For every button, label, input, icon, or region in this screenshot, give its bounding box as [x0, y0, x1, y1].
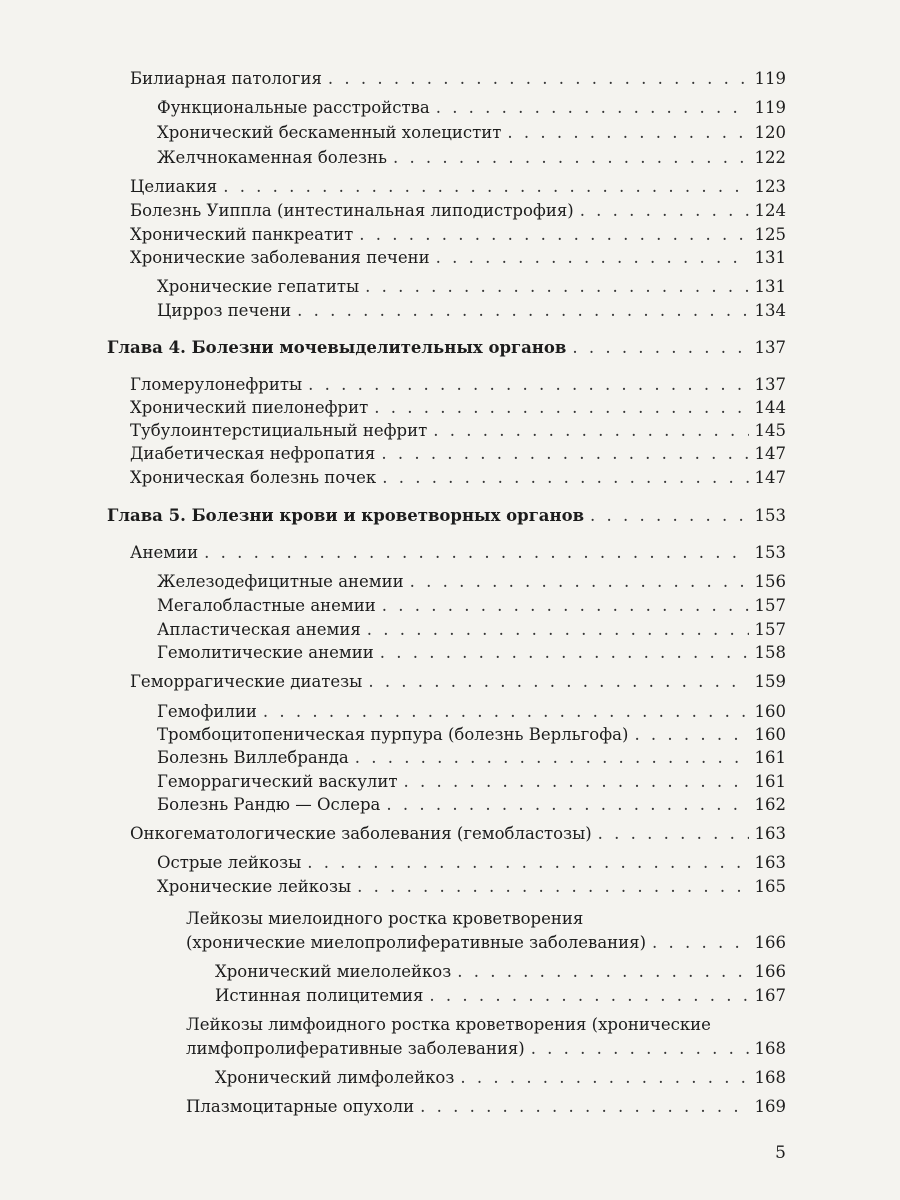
toc-entry-page: 134: [754, 301, 786, 320]
toc-chapter-title: Глава 5. Болезни крови и кроветворных органов: [107, 506, 585, 525]
toc-entry-megaloblastic-anemia: [157, 595, 786, 617]
page-number: 5: [775, 1143, 786, 1163]
toc-entry-page: 157: [754, 596, 786, 615]
dot-leader: [386, 794, 748, 816]
toc-entry-page: 165: [754, 877, 786, 896]
toc-entry-page: 166: [754, 933, 786, 952]
toc-entry-title: Тромбоцитопеническая пурпура (болезнь Верльгофа): [157, 725, 629, 744]
toc-entry-hemorrhagic-diathesis: [130, 671, 786, 693]
toc-entry-title: Гломерулонефриты: [130, 375, 303, 394]
dot-leader: [393, 147, 749, 169]
toc-entry-page: 131: [754, 248, 786, 267]
toc-entry-page: 159: [754, 672, 786, 691]
toc-entry-page: 124: [754, 201, 786, 220]
toc-entry-title: Билиарная патология: [130, 69, 322, 88]
toc-entry-title: Целиакия: [130, 177, 218, 196]
dot-leader: [368, 671, 748, 693]
toc-entry-page: 161: [754, 748, 786, 767]
dot-leader: [328, 68, 749, 90]
toc-chapter-title: Глава 4. Болезни мочевыделительных органов: [107, 338, 567, 357]
toc-entry-page: 163: [754, 853, 786, 872]
toc-entry-plasma-cell-tumors: [186, 1096, 786, 1118]
dot-leader: [457, 961, 748, 983]
toc-entry-title: лимфопролиферативные заболевания): [186, 1039, 525, 1058]
toc-entry-page: 163: [754, 824, 786, 843]
toc-entry-chronic-hepatitis: [157, 276, 786, 298]
dot-leader: [223, 176, 748, 198]
toc-entry-title: Апластическая анемия: [157, 620, 361, 639]
toc-entry-title: Хронический панкреатит: [130, 225, 354, 244]
dot-leader: [355, 747, 749, 769]
toc-entry-diabetic-nephropathy: [130, 443, 786, 465]
toc-entry-title: Мегалобластные анемии: [157, 596, 376, 615]
toc-entry-title: Хронические лейкозы: [157, 877, 352, 896]
dot-leader: [367, 619, 749, 641]
toc-entry-rendu-osler: [157, 794, 786, 816]
toc-entry-title: Диабетическая нефропатия: [130, 444, 376, 463]
toc-entry-page: 160: [754, 702, 786, 721]
toc-entry-title: (хронические миелопролиферативные заболевания): [186, 933, 647, 952]
toc-entry-title: Хронический лимфолейкоз: [215, 1068, 455, 1087]
toc-entry-title: Хронические гепатиты: [157, 277, 360, 296]
dot-leader: [382, 595, 749, 617]
dot-leader: [460, 1067, 748, 1089]
dot-leader: [598, 823, 749, 845]
toc-entry-title: Плазмоцитарные опухоли: [186, 1097, 415, 1116]
toc-entry-chronic-pancreatitis: [130, 224, 786, 246]
dot-leader: [410, 571, 749, 593]
toc-entry-page: 123: [754, 177, 786, 196]
toc-entry-chronic-kidney-disease: [130, 467, 786, 489]
dot-leader: [652, 932, 748, 954]
toc-entry-aplastic-anemia: [157, 619, 786, 641]
dot-leader: [382, 467, 748, 489]
toc-entry-polycythemia-vera: [215, 985, 786, 1007]
toc-entry-title: Онкогематологические заболевания (гемобластозы): [130, 824, 592, 843]
dot-leader: [531, 1038, 749, 1060]
toc-entry-chronic-liver-disease: [130, 247, 786, 269]
toc-entry-celiac: [130, 176, 786, 198]
toc-entry-page: 122: [754, 148, 786, 167]
toc-entry-page: 120: [754, 123, 786, 142]
dot-leader: [308, 374, 748, 396]
toc-entry-page: 125: [754, 225, 786, 244]
dot-leader: [204, 542, 748, 564]
dot-leader: [404, 771, 749, 793]
toc-entry-page: 153: [754, 506, 786, 525]
dot-leader: [359, 224, 748, 246]
toc-entry-page: 145: [754, 421, 786, 440]
toc-entry-title: Болезнь Рандю — Ослера: [157, 795, 381, 814]
toc-entry-page: 160: [754, 725, 786, 744]
toc-entry-title: Болезнь Уиппла (интестинальная липодистрофия): [130, 201, 574, 220]
toc-entry-von-willebrand: [157, 747, 786, 769]
toc-entry-title-line1: Лейкозы лимфоидного ростка кроветворения (хронические: [186, 1015, 711, 1034]
toc-entry-page: 147: [754, 468, 786, 487]
toc-entry-page: 156: [754, 572, 786, 591]
toc-entry-title: Хроническая болезнь почек: [130, 468, 377, 487]
dot-leader: [634, 724, 748, 746]
toc-chapter-5: [107, 505, 786, 527]
toc-entry-chronic-lymphocytic-leukemia: [215, 1067, 786, 1089]
toc-entry-tubulointerstitial-nephritis: [130, 420, 786, 442]
toc-entry-iron-deficiency-anemia: [157, 571, 786, 593]
toc-entry-title: Функциональные расстройства: [157, 98, 430, 117]
dot-leader: [436, 247, 749, 269]
toc-entry-page: 169: [754, 1097, 786, 1116]
dot-leader: [590, 505, 748, 527]
toc-entry-page: 153: [754, 543, 786, 562]
dot-leader: [420, 1096, 748, 1118]
toc-entry-page: 147: [754, 444, 786, 463]
dot-leader: [374, 397, 748, 419]
toc-entry-page: 137: [754, 338, 786, 357]
toc-entry-page: 162: [754, 795, 786, 814]
dot-leader: [365, 276, 748, 298]
toc-entry-title: Гемофилии: [157, 702, 257, 721]
dot-leader: [380, 642, 749, 664]
toc-entry-title: Тубулоинтерстициальный нефрит: [130, 421, 428, 440]
dot-leader: [507, 122, 748, 144]
toc-entry-hemophilia: [157, 701, 786, 723]
toc-entry-title: Хронический миелолейкоз: [215, 962, 452, 981]
toc-entry-lymphoid-leukemias: [186, 1038, 786, 1060]
toc-entry-hemolytic-anemia: [157, 642, 786, 664]
toc-entry-title: Анемии: [130, 543, 199, 562]
toc-entry-title: Геморрагические диатезы: [130, 672, 363, 691]
toc-entry-page: 167: [754, 986, 786, 1005]
dot-leader: [436, 97, 749, 119]
toc-entry-title: Хронический пиелонефрит: [130, 398, 369, 417]
dot-leader: [580, 200, 749, 222]
toc-entry-title: Цирроз печени: [157, 301, 292, 320]
toc-entry-anemias: [130, 542, 786, 564]
toc-entry-title: Желчнокаменная болезнь: [157, 148, 387, 167]
dot-leader: [263, 701, 749, 723]
toc-entry-biliary-pathology: [130, 68, 786, 90]
toc-entry-thrombocytopenic-purpura: [157, 724, 786, 746]
toc-entry-title: Истинная полицитемия: [215, 986, 424, 1005]
toc-entry-hemorrhagic-vasculitis: [157, 771, 786, 793]
toc-entry-functional-disorders: [157, 97, 786, 119]
toc-entry-gallstone-disease: [157, 147, 786, 169]
toc-entry-chronic-myeloid-leukemia: [215, 961, 786, 983]
toc-entry-acute-leukemia: [157, 852, 786, 874]
toc-entry-page: 168: [754, 1039, 786, 1058]
toc-entry-hemoblastoses: [130, 823, 786, 845]
toc-entry-page: 168: [754, 1068, 786, 1087]
toc-entry-page: 137: [754, 375, 786, 394]
toc-entry-title: Хронический бескаменный холецистит: [157, 123, 502, 142]
toc-entry-glomerulonephritis: [130, 374, 786, 396]
toc-entry-title: Геморрагический васкулит: [157, 772, 398, 791]
dot-leader: [357, 876, 748, 898]
toc-entry-page: 119: [754, 69, 786, 88]
dot-leader: [297, 300, 748, 322]
toc-entry-pyelonephritis: [130, 397, 786, 419]
toc-entry-page: 161: [754, 772, 786, 791]
toc-entry-page: 119: [754, 98, 786, 117]
dot-leader: [307, 852, 748, 874]
toc-entry-page: 131: [754, 277, 786, 296]
toc-entry-page: 166: [754, 962, 786, 981]
dot-leader: [572, 337, 748, 359]
toc-entry-page: 144: [754, 398, 786, 417]
toc-entry-cirrhosis: [157, 300, 786, 322]
toc-chapter-4: [107, 337, 786, 359]
toc-entry-title: Болезнь Виллебранда: [157, 748, 349, 767]
toc-entry-title: Хронические заболевания печени: [130, 248, 430, 267]
toc-entry-page: 158: [754, 643, 786, 662]
dot-leader: [429, 985, 748, 1007]
toc-entry-title: Острые лейкозы: [157, 853, 302, 872]
dot-leader: [433, 420, 748, 442]
toc-entry-chronic-leukemia: [157, 876, 786, 898]
toc-entry-myeloid-leukemias: [186, 932, 786, 954]
toc-entry-page: 157: [754, 620, 786, 639]
dot-leader: [381, 443, 748, 465]
toc-entry-acalculous-cholecystitis: [157, 122, 786, 144]
toc-entry-title: Гемолитические анемии: [157, 643, 374, 662]
toc-entry-title-line1: Лейкозы миелоидного ростка кроветворения: [186, 909, 584, 928]
toc-entry-title: Железодефицитные анемии: [157, 572, 404, 591]
toc-entry-whipple: [130, 200, 786, 222]
